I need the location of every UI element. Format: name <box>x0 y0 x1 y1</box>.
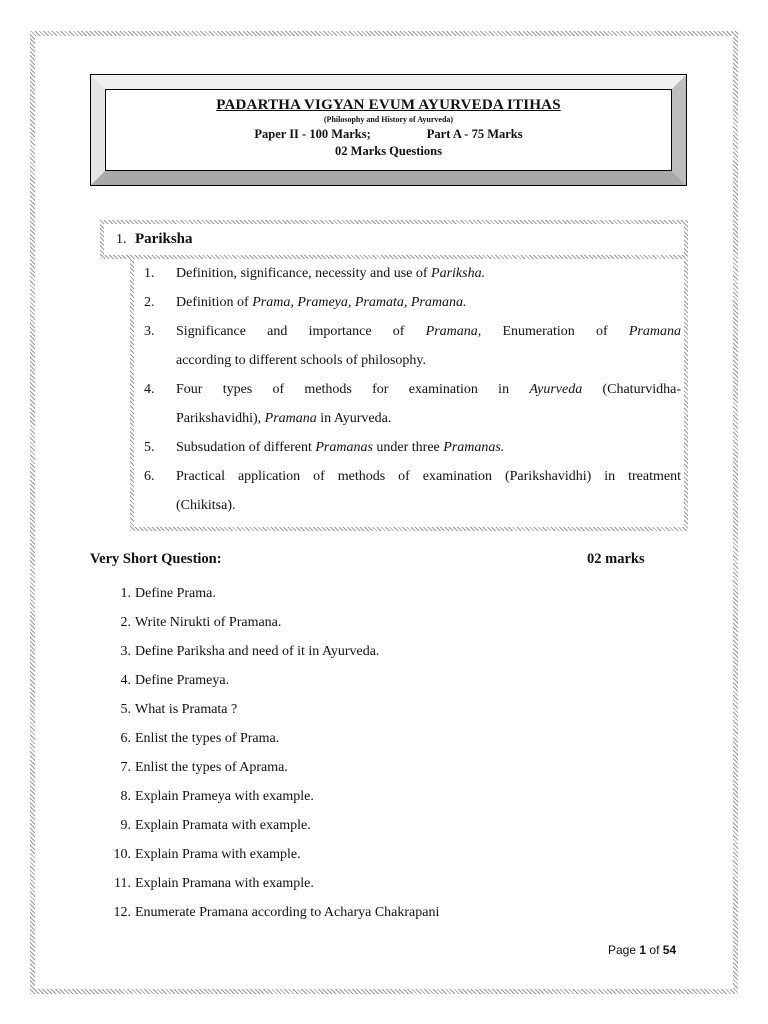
paper-marks-line <box>106 127 671 142</box>
question-number: 1. <box>120 586 131 601</box>
document-title: PADARTHA VIGYAN EVUM AYURVEDA ITIHAS <box>216 97 561 113</box>
question-text: Enlist the types of Prama. <box>135 731 280 746</box>
question-number: 8. <box>120 789 131 804</box>
topic-text <box>176 433 681 462</box>
paper-marks: Paper II - 100 Marks; <box>254 127 371 141</box>
question-text: What is Pramata ? <box>135 702 238 717</box>
question-item <box>107 876 667 894</box>
topic-text-italic: Prama, Prameya, Pramata, Pramana. <box>252 295 467 310</box>
page-of-word: of <box>649 943 660 957</box>
question-text: Define Prameya. <box>135 673 230 688</box>
topic-text <box>176 288 681 317</box>
section-title: Pariksha <box>135 231 193 247</box>
question-item <box>107 644 667 662</box>
question-text: Enumerate Pramana according to Acharya Chakrapani <box>135 905 440 920</box>
topic-text-c: under three <box>372 440 444 455</box>
topic-text-a: Four types of methods for examination in <box>176 382 530 397</box>
question-item <box>107 760 667 778</box>
topic-text-italic-2: Pramanas. <box>443 440 505 455</box>
topic-text-italic: Pramana, <box>425 324 482 339</box>
question-item <box>107 586 667 604</box>
question-number: 7. <box>120 760 131 775</box>
question-item <box>107 905 667 923</box>
topic-number: 6. <box>144 469 155 484</box>
question-number: 5. <box>120 702 131 717</box>
topic-number: 2. <box>144 295 155 310</box>
topic-text-line2 <box>176 404 681 433</box>
topic-text-line2-c: in Ayurveda. <box>316 411 392 426</box>
question-item <box>107 818 667 836</box>
question-text: Define Pariksha and need of it in Ayurveda. <box>135 644 380 659</box>
question-number: 6. <box>120 731 131 746</box>
topic-text-line2: according to different schools of philosophy. <box>176 353 427 368</box>
question-item <box>107 702 667 720</box>
topic-text-a: Subsudation of different <box>176 440 316 455</box>
question-item <box>107 789 667 807</box>
question-text: Define Prama. <box>135 586 216 601</box>
bevel-left <box>91 75 105 185</box>
topic-number: 5. <box>144 440 155 455</box>
title-box <box>90 74 687 186</box>
question-item <box>107 615 667 633</box>
question-text: Explain Pramana with example. <box>135 876 314 891</box>
question-text: Explain Prameya with example. <box>135 789 314 804</box>
bevel-right <box>672 75 686 185</box>
question-number: 9. <box>120 818 131 833</box>
topic-text-italic: Pramanas <box>315 440 373 455</box>
very-short-question-label: Very Short Question: <box>90 551 222 567</box>
topic-text: Practical application of methods of examination (Parikshavidhi) in treatment <box>176 469 681 484</box>
topic-text-a: Definition of <box>176 295 253 310</box>
question-item <box>107 731 667 749</box>
bevel-top <box>91 75 686 89</box>
page-footer <box>608 943 676 957</box>
document-subtitle: (Philosophy and History of Ayurveda) <box>323 115 454 124</box>
topic-text-c: Enumeration of <box>481 324 629 339</box>
question-text: Write Nirukti of Pramana. <box>135 615 282 630</box>
question-text: Enlist the types of Aprama. <box>135 760 288 775</box>
question-item <box>107 847 667 865</box>
topic-text-italic: Pariksha. <box>431 266 486 281</box>
topic-text-italic: Ayurveda <box>529 382 583 397</box>
section-number: 1. <box>116 232 127 247</box>
question-number: 3. <box>120 644 131 659</box>
very-short-question-marks: 02 marks <box>587 551 645 567</box>
topic-number: 1. <box>144 266 155 281</box>
question-number: 2. <box>120 615 131 630</box>
page-total: 54 <box>662 943 677 957</box>
section-header <box>100 220 688 259</box>
question-number: 12. <box>113 905 131 920</box>
question-text: Explain Prama with example. <box>135 847 301 862</box>
topic-text <box>176 317 681 346</box>
topic-text-c: (Chaturvidha- <box>582 382 681 397</box>
marks-questions-heading: 02 Marks Questions <box>335 144 442 158</box>
question-text: Explain Pramata with example. <box>135 818 311 833</box>
page-word: Page <box>608 943 637 957</box>
section-topics-box <box>130 258 688 531</box>
question-number: 4. <box>120 673 131 688</box>
page-current: 1 <box>639 943 647 957</box>
title-inner <box>105 89 672 171</box>
topic-text-line2-a: Parikshavidhi), <box>176 411 265 426</box>
topic-text-line2: (Chikitsa). <box>176 498 236 513</box>
question-number: 11. <box>114 876 131 891</box>
topic-text <box>176 375 681 404</box>
topic-number: 4. <box>144 382 155 397</box>
topic-text-line2-italic: Pramana <box>264 411 317 426</box>
topic-text-a: Significance and importance of <box>176 324 426 339</box>
topic-number: 3. <box>144 324 155 339</box>
topic-text-a: Definition, significance, necessity and use of <box>176 266 432 281</box>
question-item <box>107 673 667 691</box>
question-number: 10. <box>113 847 131 862</box>
part-marks: Part A - 75 Marks <box>426 127 523 141</box>
topic-text-italic-2: Pramana <box>628 324 681 339</box>
bevel-bottom <box>91 171 686 185</box>
topic-text <box>176 259 681 288</box>
